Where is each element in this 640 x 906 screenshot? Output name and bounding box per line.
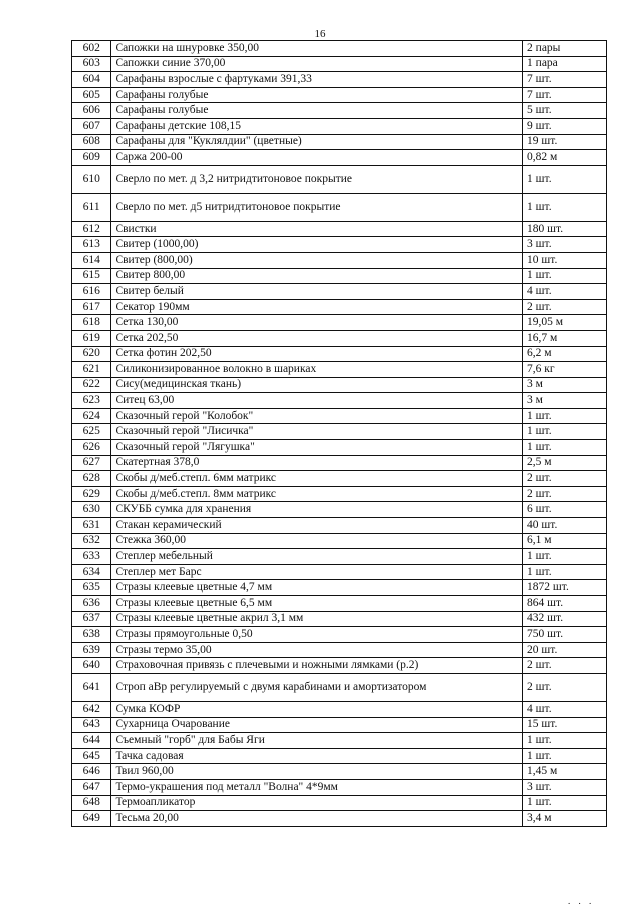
item-name: Свитер (1000,00) xyxy=(111,237,523,253)
page-number: 16 xyxy=(314,28,326,40)
item-name: Сумка КОФР xyxy=(111,701,523,717)
item-name: Съемный "горб" для Бабы Яги xyxy=(111,733,523,749)
row-number: 630 xyxy=(72,502,111,518)
row-number: 619 xyxy=(72,330,111,346)
table-row xyxy=(72,284,607,300)
item-quantity: 16,7 м xyxy=(523,330,607,346)
item-quantity: 2 шт. xyxy=(523,658,607,674)
item-quantity: 1872 шт. xyxy=(523,580,607,596)
item-quantity: 1 шт. xyxy=(523,795,607,811)
row-number: 614 xyxy=(72,252,111,268)
row-number: 605 xyxy=(72,87,111,103)
row-number: 647 xyxy=(72,779,111,795)
row-number: 623 xyxy=(72,393,111,409)
row-number: 633 xyxy=(72,549,111,565)
item-name: Стразы клеевые цветные 4,7 мм xyxy=(111,580,523,596)
row-number: 622 xyxy=(72,377,111,393)
table-row xyxy=(72,56,607,72)
table-row xyxy=(72,268,607,284)
row-number: 637 xyxy=(72,611,111,627)
table-row xyxy=(72,134,607,150)
row-number: 627 xyxy=(72,455,111,471)
table-row xyxy=(72,315,607,331)
item-name: Сетка 202,50 xyxy=(111,330,523,346)
row-number: 640 xyxy=(72,658,111,674)
table-row xyxy=(72,673,607,701)
table-row xyxy=(72,471,607,487)
item-name: Ситец 63,00 xyxy=(111,393,523,409)
row-number: 617 xyxy=(72,299,111,315)
table-row xyxy=(72,252,607,268)
item-quantity: 7 шт. xyxy=(523,87,607,103)
table-row xyxy=(72,72,607,88)
table-row xyxy=(72,701,607,717)
table-row xyxy=(72,221,607,237)
row-number: 621 xyxy=(72,362,111,378)
item-quantity: 1 шт. xyxy=(523,564,607,580)
row-number: 642 xyxy=(72,701,111,717)
item-name: Тесьма 20,00 xyxy=(111,811,523,827)
row-number: 648 xyxy=(72,795,111,811)
table-row xyxy=(72,424,607,440)
item-quantity: 0,82 м xyxy=(523,150,607,166)
table-row xyxy=(72,564,607,580)
table-row xyxy=(72,533,607,549)
table-row xyxy=(72,237,607,253)
item-name: Скобы д/меб.степл. 6мм матрикс xyxy=(111,471,523,487)
item-name: Сверло по мет. д 3,2 нитридтитоновое покрытие xyxy=(111,165,523,193)
table-row xyxy=(72,642,607,658)
item-name: Сказочный герой "Колобок" xyxy=(111,408,523,424)
item-quantity: 2 шт. xyxy=(523,299,607,315)
row-number: 634 xyxy=(72,564,111,580)
row-number: 641 xyxy=(72,673,111,701)
table-row xyxy=(72,377,607,393)
table-row xyxy=(72,733,607,749)
table-row xyxy=(72,346,607,362)
item-name: Свитер белый xyxy=(111,284,523,300)
row-number: 628 xyxy=(72,471,111,487)
item-name: Скатертная 378,0 xyxy=(111,455,523,471)
table-row xyxy=(72,330,607,346)
table-row xyxy=(72,41,607,57)
item-name: Свитер 800,00 xyxy=(111,268,523,284)
item-quantity: 1 шт. xyxy=(523,424,607,440)
item-name: Силиконизированное волокно в шариках xyxy=(111,362,523,378)
row-number: 613 xyxy=(72,237,111,253)
table-row xyxy=(72,795,607,811)
row-number: 629 xyxy=(72,486,111,502)
item-name: Секатор 190мм xyxy=(111,299,523,315)
item-name: Стразы клеевые цветные акрил 3,1 мм xyxy=(111,611,523,627)
item-quantity: 750 шт. xyxy=(523,627,607,643)
table-row xyxy=(72,103,607,119)
row-number: 638 xyxy=(72,627,111,643)
item-quantity: 4 шт. xyxy=(523,284,607,300)
table-row xyxy=(72,486,607,502)
row-number: 631 xyxy=(72,518,111,534)
table-row xyxy=(72,779,607,795)
table-row xyxy=(72,811,607,827)
item-name: СКУББ сумка для хранения xyxy=(111,502,523,518)
table-row xyxy=(72,193,607,221)
row-number: 615 xyxy=(72,268,111,284)
table-row xyxy=(72,150,607,166)
item-name: Сису(медицинская ткань) xyxy=(111,377,523,393)
corner-mark: . . . xyxy=(568,896,595,906)
table-row xyxy=(72,748,607,764)
item-quantity: 1 шт. xyxy=(523,193,607,221)
table-row xyxy=(72,717,607,733)
row-number: 635 xyxy=(72,580,111,596)
table-row xyxy=(72,118,607,134)
row-number: 636 xyxy=(72,596,111,612)
item-name: Сарафаны голубые xyxy=(111,87,523,103)
table-row xyxy=(72,393,607,409)
item-name: Термо-украшения под металл "Волна" 4*9мм xyxy=(111,779,523,795)
item-name: Термоапликатор xyxy=(111,795,523,811)
item-name: Сверло по мет. д5 нитридтитоновое покрытие xyxy=(111,193,523,221)
item-quantity: 19 шт. xyxy=(523,134,607,150)
item-quantity: 3 шт. xyxy=(523,237,607,253)
row-number: 602 xyxy=(72,41,111,57)
item-quantity: 2 шт. xyxy=(523,673,607,701)
item-quantity: 2 шт. xyxy=(523,486,607,502)
item-quantity: 1 шт. xyxy=(523,733,607,749)
table-row xyxy=(72,580,607,596)
item-quantity: 2 шт. xyxy=(523,471,607,487)
item-name: Строп аВр регулируемый с двумя карабинами и амортизатором xyxy=(111,673,523,701)
item-name: Стежка 360,00 xyxy=(111,533,523,549)
item-name: Твил 960,00 xyxy=(111,764,523,780)
row-number: 606 xyxy=(72,103,111,119)
item-quantity: 2,5 м xyxy=(523,455,607,471)
item-name: Сказочный герой "Лисичка" xyxy=(111,424,523,440)
item-quantity: 3 м xyxy=(523,377,607,393)
item-name: Сарафаны для "Куклялдии" (цветные) xyxy=(111,134,523,150)
table-row xyxy=(72,299,607,315)
item-quantity: 20 шт. xyxy=(523,642,607,658)
item-name: Свистки xyxy=(111,221,523,237)
item-quantity: 6 шт. xyxy=(523,502,607,518)
item-name: Страховочная привязь с плечевыми и ножными лямками (р.2) xyxy=(111,658,523,674)
item-name: Сарафаны детские 108,15 xyxy=(111,118,523,134)
item-name: Стразы клеевые цветные 6,5 мм xyxy=(111,596,523,612)
item-quantity: 1 шт. xyxy=(523,440,607,456)
item-quantity: 3 м xyxy=(523,393,607,409)
item-quantity: 1 шт. xyxy=(523,748,607,764)
item-name: Степлер мебельный xyxy=(111,549,523,565)
row-number: 639 xyxy=(72,642,111,658)
item-name: Стакан керамический xyxy=(111,518,523,534)
item-quantity: 2 пары xyxy=(523,41,607,57)
row-number: 611 xyxy=(72,193,111,221)
row-number: 625 xyxy=(72,424,111,440)
table-row xyxy=(72,502,607,518)
item-quantity: 1,45 м xyxy=(523,764,607,780)
row-number: 632 xyxy=(72,533,111,549)
item-quantity: 5 шт. xyxy=(523,103,607,119)
item-quantity: 180 шт. xyxy=(523,221,607,237)
row-number: 609 xyxy=(72,150,111,166)
item-name: Сказочный герой "Лягушка" xyxy=(111,440,523,456)
item-quantity: 9 шт. xyxy=(523,118,607,134)
row-number: 624 xyxy=(72,408,111,424)
row-number: 607 xyxy=(72,118,111,134)
item-quantity: 19,05 м xyxy=(523,315,607,331)
row-number: 644 xyxy=(72,733,111,749)
item-name: Сарафаны взрослые с фартуками 391,33 xyxy=(111,72,523,88)
item-name: Скобы д/меб.степл. 8мм матрикс xyxy=(111,486,523,502)
item-name: Сетка 130,00 xyxy=(111,315,523,331)
row-number: 643 xyxy=(72,717,111,733)
item-quantity: 1 шт. xyxy=(523,165,607,193)
item-name: Сухарница Очарование xyxy=(111,717,523,733)
row-number: 603 xyxy=(72,56,111,72)
row-number: 604 xyxy=(72,72,111,88)
row-number: 649 xyxy=(72,811,111,827)
row-number: 616 xyxy=(72,284,111,300)
item-name: Сетка фотин 202,50 xyxy=(111,346,523,362)
item-quantity: 3 шт. xyxy=(523,779,607,795)
item-name: Сапожки синие 370,00 xyxy=(111,56,523,72)
item-quantity: 4 шт. xyxy=(523,701,607,717)
item-quantity: 1 пара xyxy=(523,56,607,72)
item-quantity: 7 шт. xyxy=(523,72,607,88)
item-quantity: 432 шт. xyxy=(523,611,607,627)
item-quantity: 1 шт. xyxy=(523,408,607,424)
table-row xyxy=(72,408,607,424)
item-quantity: 864 шт. xyxy=(523,596,607,612)
table-row xyxy=(72,627,607,643)
item-quantity: 7,6 кг xyxy=(523,362,607,378)
table-row xyxy=(72,596,607,612)
item-quantity: 6,1 м xyxy=(523,533,607,549)
item-name: Свитер (800,00) xyxy=(111,252,523,268)
row-number: 618 xyxy=(72,315,111,331)
item-quantity: 3,4 м xyxy=(523,811,607,827)
inventory-table xyxy=(71,40,607,827)
item-name: Сарафаны голубые xyxy=(111,103,523,119)
table-row xyxy=(72,87,607,103)
item-name: Стразы прямоугольные 0,50 xyxy=(111,627,523,643)
table-row xyxy=(72,549,607,565)
table-row xyxy=(72,362,607,378)
row-number: 610 xyxy=(72,165,111,193)
item-name: Саржа 200-00 xyxy=(111,150,523,166)
table-row xyxy=(72,455,607,471)
item-quantity: 40 шт. xyxy=(523,518,607,534)
item-name: Стразы термо 35,00 xyxy=(111,642,523,658)
item-name: Степлер мет Барс xyxy=(111,564,523,580)
table-row xyxy=(72,764,607,780)
row-number: 646 xyxy=(72,764,111,780)
item-quantity: 10 шт. xyxy=(523,252,607,268)
table-row xyxy=(72,658,607,674)
item-quantity: 1 шт. xyxy=(523,268,607,284)
inventory-table-body xyxy=(72,41,607,827)
item-quantity: 6,2 м xyxy=(523,346,607,362)
item-quantity: 15 шт. xyxy=(523,717,607,733)
row-number: 612 xyxy=(72,221,111,237)
row-number: 645 xyxy=(72,748,111,764)
table-row xyxy=(72,440,607,456)
row-number: 608 xyxy=(72,134,111,150)
table-row xyxy=(72,611,607,627)
item-quantity: 1 шт. xyxy=(523,549,607,565)
row-number: 626 xyxy=(72,440,111,456)
table-row xyxy=(72,518,607,534)
row-number: 620 xyxy=(72,346,111,362)
table-row xyxy=(72,165,607,193)
item-name: Сапожки на шнуровке 350,00 xyxy=(111,41,523,57)
item-name: Тачка садовая xyxy=(111,748,523,764)
